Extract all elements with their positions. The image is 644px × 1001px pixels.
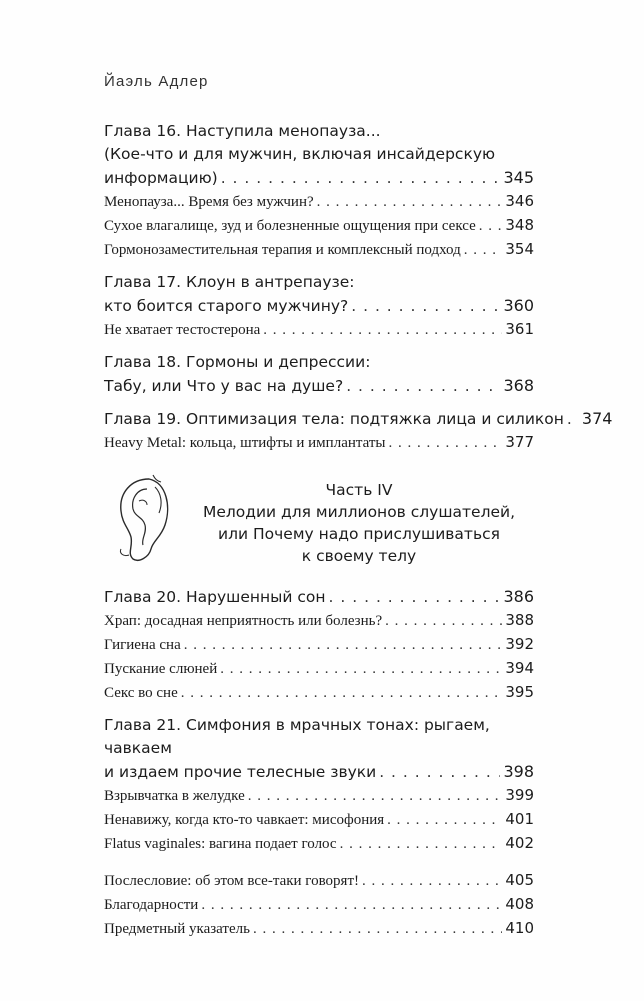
leader-dots xyxy=(253,918,502,941)
page-number: 346 xyxy=(505,192,534,210)
chapter-title-line: (Кое-что и для мужчин, включая инсайдерскую xyxy=(104,145,496,163)
leader-dots xyxy=(317,191,503,214)
leader-dots xyxy=(340,833,503,856)
toc-entry[interactable] xyxy=(104,832,534,856)
page-number: 360 xyxy=(503,296,534,315)
toc-entry[interactable] xyxy=(104,318,534,342)
page-number: 401 xyxy=(505,810,534,828)
page-number: 408 xyxy=(505,895,534,913)
leader-dots xyxy=(220,658,502,681)
page-number: 399 xyxy=(505,786,534,804)
part-title-line: Мелодии для миллионов слушателей, xyxy=(202,503,516,521)
leader-dots xyxy=(385,610,502,633)
leader-dots xyxy=(464,239,503,262)
page-number: 345 xyxy=(503,168,534,187)
section-title: Не хватает тестостерона xyxy=(104,322,261,338)
part-label: Часть IV xyxy=(325,481,393,499)
toc-chapter-17 xyxy=(104,271,534,342)
section-title: Flatus vaginales: вагина подает голос xyxy=(104,836,337,852)
toc-entry[interactable] xyxy=(104,407,613,431)
toc-entry[interactable] xyxy=(104,166,534,190)
page-number: 394 xyxy=(505,659,534,677)
leader-dots xyxy=(387,809,502,832)
leader-dots xyxy=(248,785,503,808)
section-title: Heavy Metal: кольца, штифты и имплантаты xyxy=(104,435,386,451)
section-title: Благодарности xyxy=(104,897,199,913)
part-title-line: или Почему надо прислушиваться xyxy=(218,525,500,543)
chapter-title-line: Глава 19. Оптимизация тела: подтяжка лица и силикон xyxy=(104,410,564,428)
toc-chapter-16 xyxy=(104,120,534,262)
page-number: 348 xyxy=(505,216,534,234)
section-title: Менопауза... Время без мужчин? xyxy=(104,194,314,210)
page-number: 402 xyxy=(505,834,534,852)
page-number: 354 xyxy=(505,240,534,258)
page-number: 410 xyxy=(505,919,534,937)
table-of-contents xyxy=(104,120,613,950)
page-number: 405 xyxy=(505,871,534,889)
chapter-title-line: Глава 21. Симфония в мрачных тонах: рыгаем, чавкаем xyxy=(104,716,490,757)
leader-dots xyxy=(379,761,500,784)
section-title: Секс во сне xyxy=(104,685,178,701)
section-title: Храп: досадная неприятность или болезнь? xyxy=(104,613,383,629)
leader-dots xyxy=(362,870,502,893)
toc-chapter-20 xyxy=(104,585,534,705)
toc-entry[interactable] xyxy=(104,214,534,238)
leader-dots xyxy=(221,167,501,190)
running-header: Йаэль Адлер xyxy=(104,73,209,90)
toc-chapter-19 xyxy=(104,407,613,455)
leader-dots xyxy=(329,586,501,609)
page-number: 395 xyxy=(505,683,534,701)
toc-entry[interactable] xyxy=(104,190,534,214)
page-number: 392 xyxy=(505,635,534,653)
toc-entry[interactable] xyxy=(104,657,534,681)
page-number: 368 xyxy=(503,376,534,395)
leader-dots xyxy=(567,408,579,431)
toc-entry[interactable] xyxy=(104,431,534,455)
page-number: 388 xyxy=(505,611,534,629)
toc-chapter-21 xyxy=(104,714,534,856)
toc-entry[interactable] xyxy=(104,808,534,832)
toc-entry[interactable] xyxy=(104,869,534,893)
toc-entry[interactable] xyxy=(104,609,534,633)
toc-entry[interactable] xyxy=(104,893,534,917)
page-number: 386 xyxy=(503,587,534,606)
part-text xyxy=(184,479,534,567)
chapter-title-line: кто боится старого мужчину? xyxy=(104,297,349,315)
leader-dots xyxy=(351,295,500,318)
chapter-title-line: Глава 16. Наступила менопауза... xyxy=(104,122,381,140)
section-title: Послесловие: об этом все-таки говорят! xyxy=(104,873,359,889)
toc-chapter-18 xyxy=(104,351,534,398)
section-title: Пускание слюней xyxy=(104,661,218,677)
chapter-title-line: Глава 18. Гормоны и депрессии: xyxy=(104,353,371,371)
part-heading xyxy=(104,479,534,575)
chapter-title-line: Глава 20. Нарушенный сон xyxy=(104,588,326,606)
section-title: Ненавижу, когда кто-то чавкает: мисофония xyxy=(104,812,385,828)
page-number: 374 xyxy=(581,409,613,428)
ear-sketch-icon xyxy=(109,473,181,565)
chapter-title-line: информацию) xyxy=(104,169,218,187)
leader-dots xyxy=(389,432,503,455)
toc-backmatter xyxy=(104,869,534,941)
part-title-line: к своему телу xyxy=(301,547,417,565)
toc-entry[interactable] xyxy=(104,374,534,398)
toc-entry[interactable] xyxy=(104,633,534,657)
section-title: Гормонозаместительная терапия и комплексный подход xyxy=(104,242,461,258)
toc-entry[interactable] xyxy=(104,784,534,808)
leader-dots xyxy=(479,215,503,238)
section-title: Предметный указатель xyxy=(104,921,250,937)
toc-entry[interactable] xyxy=(104,238,534,262)
toc-entry[interactable] xyxy=(104,760,534,784)
toc-entry[interactable] xyxy=(104,585,534,609)
toc-entry[interactable] xyxy=(104,294,534,318)
section-title: Взрывчатка в желудке xyxy=(104,788,245,804)
chapter-title-line: Глава 17. Клоун в антрепаузе: xyxy=(104,273,355,291)
page-number: 377 xyxy=(505,433,534,451)
page-number: 398 xyxy=(503,762,534,781)
section-title: Гигиена сна xyxy=(104,637,181,653)
toc-entry[interactable] xyxy=(104,681,534,705)
toc-entry[interactable] xyxy=(104,917,534,941)
leader-dots xyxy=(184,634,503,657)
page-number: 361 xyxy=(505,320,534,338)
chapter-title-line: Табу, или Что у вас на душе? xyxy=(104,377,344,395)
leader-dots xyxy=(181,682,503,705)
leader-dots xyxy=(263,319,502,342)
section-title: Сухое влагалище, зуд и болезненные ощущения при сексе xyxy=(104,218,476,234)
leader-dots xyxy=(346,375,500,398)
chapter-title-line: и издаем прочие телесные звуки xyxy=(104,763,377,781)
leader-dots xyxy=(201,894,502,917)
